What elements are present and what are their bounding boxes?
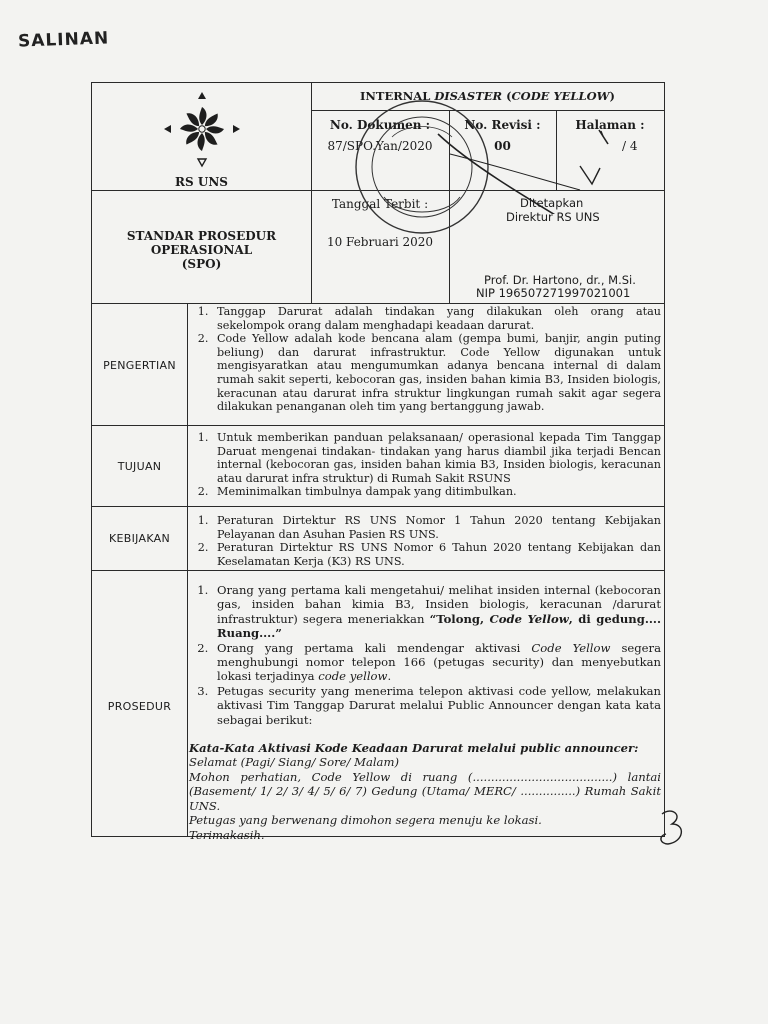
announcement-heading-text: Kata-Kata Aktivasi Kode Keadaan Darurat melalui	[189, 741, 521, 756]
issue-date-label: Tanggal Terbit :	[331, 197, 429, 211]
list-item: 2. Meminimalkan timbulnya dampak yang ditimbulkan.	[212, 485, 661, 499]
issue-date-value: 10 Februari 2020	[326, 235, 434, 249]
list-item-text-bold: “Tolong,	[429, 611, 490, 626]
section-content-tujuan	[189, 431, 661, 499]
doc-number-label: No. Dokumen :	[329, 118, 431, 132]
announcement-line: Petugas yang berwenang dimohon segera menuju ke lokasi.	[189, 813, 542, 828]
title-text: (	[502, 89, 512, 103]
approval-label: Ditetapkan	[520, 196, 584, 210]
announcement-line: Mohon perhatian, Code Yellow di ruang (......................................) lantai (Basement/ 1/ 2/ 3/ 4/ 5/ 6/ 7) Gedung (Utama/ MERC/ ...............) Rumah Sakit UNS.	[189, 769, 661, 813]
pengertian-list	[189, 305, 661, 414]
revision-value: 00	[494, 139, 511, 153]
spo-title-line: STANDAR PROSEDUR	[126, 229, 277, 243]
section-label-prosedur: PROSEDUR	[107, 700, 172, 713]
list-item: 1. Peraturan Dirtektur RS UNS Nomor 1 Tahun 2020 tentang Kebijakan Pelayanan dan Asuhan Pasien RS UNS.	[212, 514, 661, 541]
kebijakan-list	[189, 514, 661, 568]
prosedur-list	[189, 583, 661, 727]
row-rule	[92, 570, 664, 571]
list-item: 2. Code Yellow adalah kode bencana alam (gempa bumi, banjir, angin puting beliung) dan darurat infrastruktur. Code Yellow digunakan untuk mengisyaratkan atau mengumumkan adanya bencana internal di dalam rumah sakit seperti, kebocoran gas, insiden bahan kimia B3, Insiden biologis, keracunan atau darurat infra struktur lingkungan rumah sakit agar segera dilakukan penanganan oleh tim yang bertanggung jawab.	[212, 332, 661, 414]
page-label: Halaman :	[575, 118, 645, 132]
section-content-pengertian	[189, 305, 661, 414]
title-text: )	[609, 89, 615, 103]
section-label-tujuan: TUJUAN	[117, 460, 162, 473]
list-item: 3. Petugas security yang menerima telepon aktivasi code yellow, melakukan aktivasi Tim Tanggap Darurat melalui Public Announcer dengan kata kata sebagai berikut:	[212, 684, 661, 727]
list-item: 1. Untuk memberikan panduan pelaksanaan/ operasional kepada Tim Tanggap Daruat mengenai tindakan- tindakan yang harus diambil jika terjadi Bencan internal (kebocoran gas, insiden bahan kimia B3, Insiden biologis, keracunan atau darurat infra struktur) di Rumah Sakit RSUNS	[212, 431, 661, 485]
spo-title-line: (SPO)	[181, 257, 222, 271]
list-item-text-bold-italic: Code Yellow	[489, 611, 569, 626]
section-content-kebijakan	[189, 514, 661, 568]
signer-nip: NIP 196507271997021001	[476, 286, 631, 300]
section-label-pengertian: PENGERTIAN	[103, 359, 176, 372]
rs-uns-logo	[152, 91, 252, 169]
director-signature	[430, 124, 620, 214]
announcement-heading	[189, 741, 661, 755]
list-item-text: Orang yang pertama kali mendengar aktivasi	[217, 640, 532, 655]
tujuan-list	[189, 431, 661, 499]
list-item-text: segera menghubungi nomor telepon 166 (petugas security) dan menyebutkan lokasi terjadinya	[217, 640, 662, 684]
rs-uns-logo-mark	[152, 91, 252, 169]
approval-title: Direktur RS UNS	[506, 210, 600, 224]
list-item-text-italic: Code Yellow	[531, 640, 611, 655]
announcement-line: Terimakasih.	[189, 827, 265, 842]
row-rule	[92, 425, 664, 426]
org-name: RS UNS	[175, 175, 228, 189]
list-item-text: Orang yang pertama kali mengetahui/ melihat insiden internal (kebocoran gas, insiden bahan kimia B3, Insiden biologis, keracunan /darurat infrastruktur) segera meneriakkan	[217, 583, 661, 626]
row-rule	[92, 506, 664, 507]
revision-label: No. Revisi :	[464, 118, 541, 132]
header-divider	[311, 83, 312, 303]
list-item: 1. Tanggap Darurat adalah tindakan yang dilakukan oleh orang atau sekelompok orang dalam menghadapi keadaan darurat.	[212, 305, 661, 332]
list-item-text-italic: code yellow	[318, 669, 388, 684]
list-item	[212, 641, 661, 684]
section-content-prosedur	[189, 583, 661, 842]
list-item	[212, 583, 661, 641]
spo-title-line: OPERASIONAL	[150, 243, 253, 257]
page-value: / 4	[622, 139, 638, 153]
list-item-text-bold: , di gedung.... Ruang....”	[217, 611, 661, 641]
announcement-heading-italic: public announcer	[520, 741, 635, 756]
section-label-kebijakan: KEBIJAKAN	[108, 532, 170, 545]
salinan-stamp: SALINAN	[17, 28, 110, 52]
page-number-handwritten	[596, 128, 614, 148]
announcement-line: Selamat (Pagi/ Siang/ Sore/ Malam)	[189, 755, 399, 770]
doc-number-value: 87/SPO.Yan/2020	[327, 139, 433, 153]
announcement-heading-text: :	[634, 741, 639, 756]
spo-title	[92, 229, 311, 271]
list-item-text: .	[387, 669, 392, 684]
signer-name: Prof. Dr. Hartono, dr., M.Si.	[484, 273, 636, 287]
row-rule	[92, 303, 664, 304]
list-item: 2. Peraturan Dirtektur RS UNS Nomor 6 Tahun 2020 tentang Kebijakan dan Keselamatan Kerja (K3) RS UNS.	[212, 541, 661, 568]
title-text-italic: DISASTER	[434, 89, 503, 103]
title-text-italic: CODE YELLOW	[511, 89, 610, 103]
page-corner-handwritten-mark	[656, 808, 690, 852]
title-text: INTERNAL	[360, 89, 435, 103]
